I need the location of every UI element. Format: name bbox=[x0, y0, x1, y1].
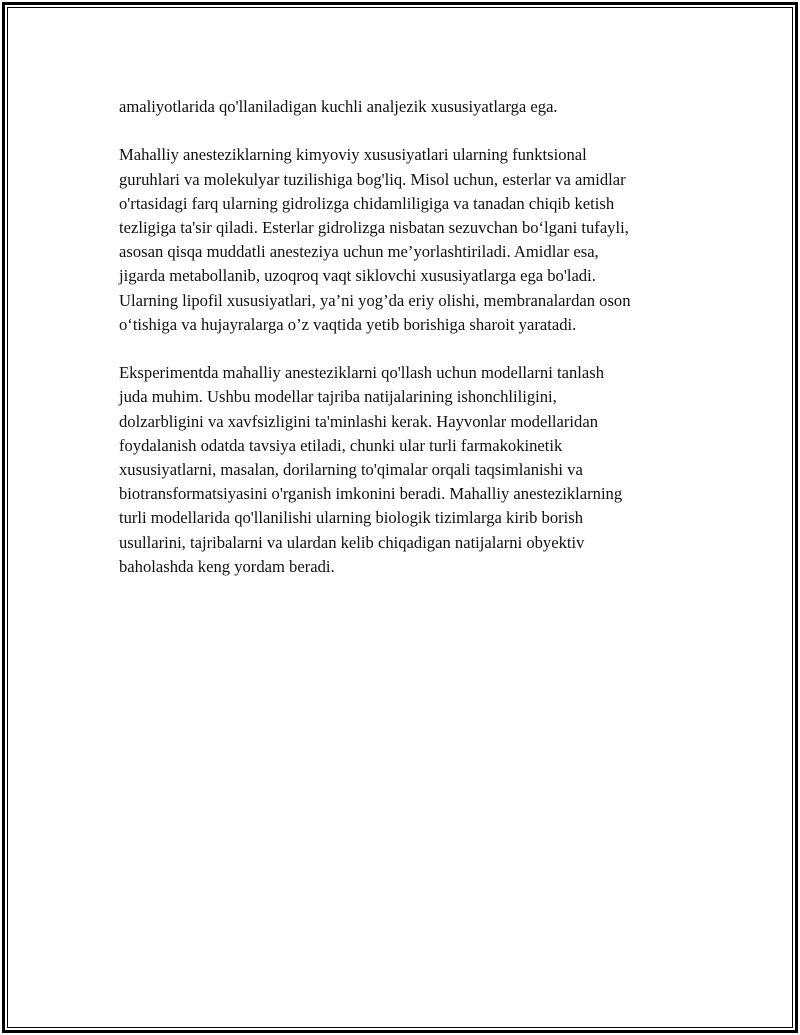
text-line: turli modellarida qo'llanilishi ularning biologik tizimlarga kirib borish bbox=[119, 508, 584, 528]
paragraph bbox=[119, 95, 699, 119]
text-line: tezligiga ta'sir qiladi. Esterlar gidrolizga nisbatan sezuvchan bo‘lgani tufayli, bbox=[119, 218, 629, 237]
text-line: juda muhim. Ushbu modellar tajriba natijalarining ishonchliligini, bbox=[119, 387, 557, 407]
text-line: o'rtasidagi farq ularning gidrolizga chidamliligiga va tanadan chiqib ketish bbox=[119, 193, 615, 213]
paragraph bbox=[119, 143, 699, 337]
text-line: o‘tishiga va hujayralarga o’z vaqtida yetib borishiga sharoit yaratadi. bbox=[119, 314, 577, 334]
text-line: baholashda keng yordam beradi. bbox=[119, 556, 335, 576]
text-line: Eksperimentda mahalliy anesteziklarni qo'llash uchun modellarni tanlash bbox=[119, 363, 604, 383]
text-line: xususiyatlarni, masalan, dorilarning to'qimalar orqali taqsimlanishi va bbox=[119, 460, 583, 480]
text-line: dolzarbligini va xavfsizligini ta'minlashi kerak. Hayvonlar modellaridan bbox=[119, 411, 598, 431]
paragraph bbox=[119, 361, 699, 579]
text-line: asosan qisqa muddatli anesteziya uchun me’yorlashtiriladi. Amidlar esa, bbox=[119, 242, 599, 262]
text-line: usullarini, tajribalarni va ulardan kelib chiqadigan natijalarni obyektiv bbox=[119, 532, 585, 552]
text-line: foydalanish odatda tavsiya etiladi, chunki ular turli farmakokinetik bbox=[119, 435, 563, 455]
page-frame bbox=[2, 2, 798, 1033]
text-line: biotransformatsiyasini o'rganish imkonini beradi. Mahalliy anesteziklarning bbox=[119, 484, 623, 504]
text-line: guruhlari va molekulyar tuzilishiga bog'liq. Misol uchun, esterlar va amidlar bbox=[119, 169, 626, 189]
text-line: amaliyotlarida qo'llaniladigan kuchli analjezik xususiyatlarga ega. bbox=[119, 97, 558, 116]
text-line: Ularning lipofil xususiyatlari, ya’ni yog’da eriy olishi, membranalardan oson bbox=[119, 290, 631, 310]
text-line: Mahalliy anesteziklarning kimyoviy xususiyatlari ularning funktsional bbox=[119, 145, 587, 165]
text-line: jigarda metabollanib, uzoqroq vaqt siklovchi xususiyatlarga ega bo'ladi. bbox=[119, 266, 596, 286]
document-body bbox=[119, 95, 699, 603]
